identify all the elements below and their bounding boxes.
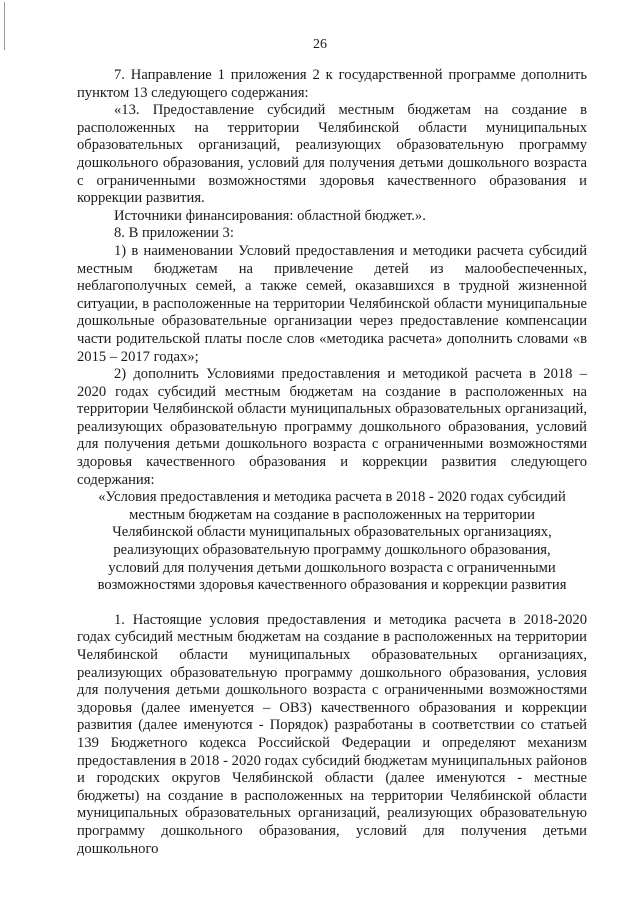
page-number: 26 bbox=[313, 37, 327, 52]
paragraph-clause-1: 1. Настоящие условия предоставления и методика расчета в 2018-2020 годах субсидий местным бюджетам на создание в расположенных на территории Челябинской области муниципальных образовательных организациях, реализующих образовательную программу дошкольного образования, условия для получения детьми дошкольного возраста с ограниченными возможностями здоровья (далее именуется – ОВЗ) качественного образования и коррекции развития (далее именуются - Порядок) разработаны в соответствии со статьей 139 Бюджетного кодекса Российской Федерации и определяют механизм предоставления в 2018 - 2020 годах субсидий бюджетам муниципальных районов и городских округов Челябинской области (далее именуются - местные бюджеты) на создание в расположенных на территории Челябинской области муниципальных образовательных организаций, реализующих образовательную программу дошкольного образования, условий для получения детьми дошкольного bbox=[77, 611, 587, 857]
document-body bbox=[77, 67, 587, 858]
spacer bbox=[77, 595, 587, 612]
paragraph-item-7: 7. Направление 1 приложения 2 к государственной программе дополнить пунктом 13 следующего содержания: bbox=[77, 67, 587, 101]
section-heading: «Условия предоставления и методика расчета в 2018 - 2020 годах субсидий местным бюджетам на создание в расположенных на территории Челябинской области муниципальных образовательных организациях, реализующих образовательную программу дошкольного образования, условий для получения детьми дошкольного возраста с ограниченными возможностями здоровья качественного образования и коррекции развития bbox=[97, 489, 567, 594]
paragraph-quoted-item-13: «13. Предоставление субсидий местным бюджетам на создание в расположенных на территории Челябинской области муниципальных образовательных организаций, реализующих образовательную программу дошкольного образования, условий для получения детьми дошкольного возраста с ограниченными возможностями здоровья качественного образования и коррекции развития. bbox=[77, 102, 587, 207]
paragraph-funding-sources: Источники финансирования: областной бюджет.». bbox=[114, 207, 426, 224]
paragraph-item-8: 8. В приложении 3: bbox=[114, 225, 234, 242]
paragraph-subitem-1: 1) в наименовании Условий предоставления и методики расчета субсидий местным бюджетам на привлечение детей из малообеспеченных, неблагополучных семей, а также семей, оказавшихся в трудной жизненной ситуации, в расположенные на территории Челябинской области муниципальные дошкольные образовательные организации через предоставление компенсации части родительской платы после слов «методика расчета» дополнить словами «в 2015 – 2017 годах»; bbox=[77, 242, 587, 365]
paragraph-subitem-2: 2) дополнить Условиями предоставления и методикой расчета в 2018 – 2020 годах субсидий местным бюджетам на создание в расположенных на территории Челябинской области муниципальных образовательных организаций, реализующих образовательную программу дошкольного образования, условий для получения детьми дошкольного возраста с ограниченными возможностями здоровья качественного образования и коррекции развития следующего содержания: bbox=[77, 366, 587, 488]
